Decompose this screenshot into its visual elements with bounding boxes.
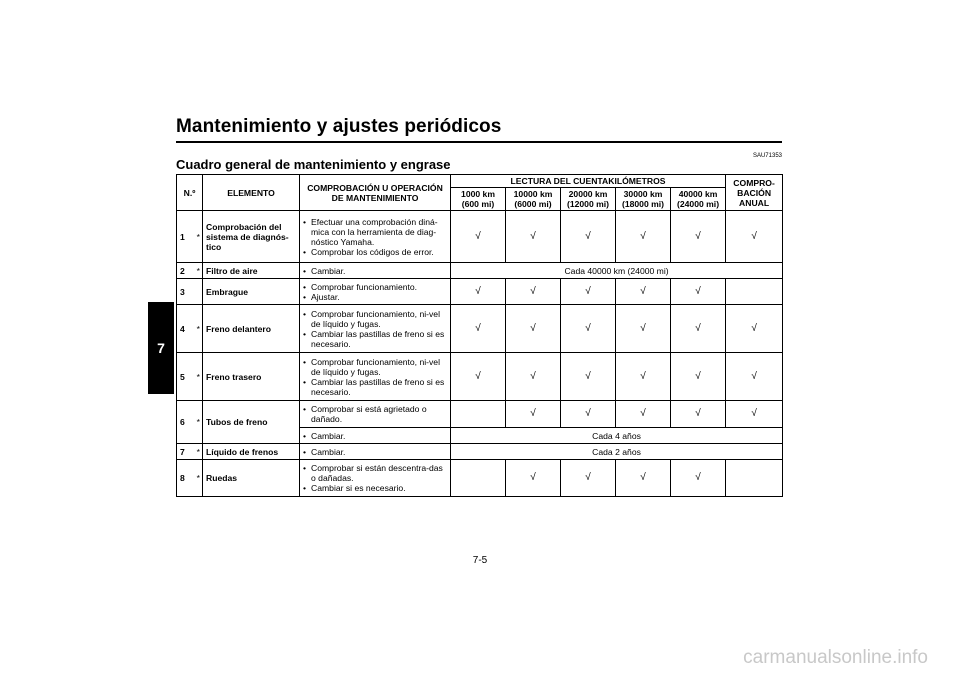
check-mark: √ (506, 305, 561, 353)
check-mark: √ (561, 353, 616, 401)
mi-label: (24000 mi) (677, 199, 720, 209)
row-star: * (195, 401, 203, 444)
check-mark: √ (561, 279, 616, 305)
check-mark: √ (451, 211, 506, 263)
check-mark: √ (616, 305, 671, 353)
check-mark: √ (451, 353, 506, 401)
row-ops (300, 401, 451, 428)
row-ops (300, 263, 451, 279)
interval-text: Cada 40000 km (24000 mi) (451, 263, 783, 279)
header-km-1000 (451, 188, 506, 211)
check-mark: √ (451, 279, 506, 305)
check-mark: √ (506, 401, 561, 428)
empty-cell (451, 401, 506, 428)
table-row (177, 211, 783, 263)
page-title: Mantenimiento y ajustes periódicos (176, 116, 502, 137)
row-star: * (195, 444, 203, 460)
header-element: ELEMENTO (203, 175, 300, 211)
op-item: • Comprobar funcionamiento, ni-vel de líquido y fugas. (303, 357, 447, 377)
row-ops (300, 305, 451, 353)
chapter-tab (148, 302, 174, 394)
check-mark: √ (451, 305, 506, 353)
row-ops (300, 279, 451, 305)
row-number: 2 (177, 263, 195, 279)
check-mark: √ (506, 460, 561, 497)
check-mark: √ (561, 401, 616, 428)
check-mark: √ (671, 460, 726, 497)
row-star: * (195, 305, 203, 353)
header-km-20000 (561, 188, 616, 211)
section-title: Cuadro general de mantenimiento y engrase (176, 157, 451, 172)
table-row (177, 263, 783, 279)
row-ops (300, 353, 451, 401)
row-number: 3 (177, 279, 195, 305)
row-star: * (195, 353, 203, 401)
check-mark: √ (616, 401, 671, 428)
check-mark: √ (616, 279, 671, 305)
check-mark: √ (616, 460, 671, 497)
header-annual: COMPRO-BACIÓN ANUAL (726, 175, 783, 211)
header-odometer: LECTURA DEL CUENTAKILÓMETROS (451, 175, 726, 188)
row-ops (300, 444, 451, 460)
row-item: Tubos de freno (203, 401, 300, 444)
mi-label: (600 mi) (461, 199, 495, 209)
table-row (177, 279, 783, 305)
km-label: 1000 km (461, 189, 495, 199)
check-mark: √ (561, 460, 616, 497)
row-star: * (195, 211, 203, 263)
op-item: • Comprobar si está agrietado o dañado. (303, 404, 447, 424)
check-mark: √ (506, 211, 561, 263)
check-mark: √ (561, 305, 616, 353)
check-mark: √ (726, 211, 783, 263)
mi-label: (6000 mi) (514, 199, 552, 209)
table-row (177, 401, 783, 428)
row-ops (300, 428, 451, 444)
row-number: 1 (177, 211, 195, 263)
check-mark: √ (671, 401, 726, 428)
op-item: • Cambiar si es necesario. (303, 483, 447, 493)
km-label: 40000 km (678, 189, 718, 199)
check-mark: √ (726, 305, 783, 353)
op-item: • Comprobar funcionamiento, ni-vel de líquido y fugas. (303, 309, 447, 329)
header-no: N.º (177, 175, 203, 211)
check-mark: √ (671, 211, 726, 263)
table-row (177, 444, 783, 460)
interval-text: Cada 4 años (451, 428, 783, 444)
row-star (195, 279, 203, 305)
row-number: 8 (177, 460, 195, 497)
mi-label: (12000 mi) (566, 199, 610, 209)
row-ops (300, 460, 451, 497)
row-item: Comprobación del sistema de diagnós-tico (203, 211, 300, 263)
header-km-30000 (616, 188, 671, 211)
op-item: • Cambiar. (303, 431, 447, 441)
op-item: • Comprobar los códigos de error. (303, 247, 447, 257)
check-mark: √ (671, 305, 726, 353)
row-item: Líquido de frenos (203, 444, 300, 460)
check-mark: √ (506, 279, 561, 305)
row-number: 7 (177, 444, 195, 460)
check-mark: √ (561, 211, 616, 263)
row-item: Freno delantero (203, 305, 300, 353)
km-label: 20000 km (568, 189, 608, 199)
row-star: * (195, 263, 203, 279)
mi-label: (18000 mi) (621, 199, 665, 209)
watermark: carmanualsonline.info (743, 647, 928, 668)
row-item: Freno trasero (203, 353, 300, 401)
interval-text: Cada 2 años (451, 444, 783, 460)
row-item: Filtro de aire (203, 263, 300, 279)
check-mark: √ (616, 211, 671, 263)
header-km-10000 (506, 188, 561, 211)
row-ops (300, 211, 451, 263)
row-number: 4 (177, 305, 195, 353)
row-number: 5 (177, 353, 195, 401)
km-label: 30000 km (623, 189, 663, 199)
km-label: 10000 km (513, 189, 553, 199)
empty-cell (726, 279, 783, 305)
table-row (177, 305, 783, 353)
chapter-number: 7 (157, 340, 165, 356)
op-item: • Cambiar las pastillas de freno si es necesario. (303, 329, 447, 349)
op-item: • Efectuar una comprobación diná-mica con la herramienta de diag-nóstico Yamaha. (303, 217, 447, 247)
title-rule (176, 141, 782, 143)
maintenance-table (176, 174, 783, 497)
op-item: • Cambiar. (303, 266, 447, 276)
row-star: * (195, 460, 203, 497)
header-check: COMPROBACIÓN U OPERACIÓN DE MANTENIMIENTO (300, 175, 451, 211)
op-item: • Cambiar las pastillas de freno si es necesario. (303, 377, 447, 397)
row-number: 6 (177, 401, 195, 444)
check-mark: √ (506, 353, 561, 401)
op-item: • Cambiar. (303, 447, 447, 457)
table-row (177, 353, 783, 401)
header-km-40000 (671, 188, 726, 211)
empty-cell (451, 460, 506, 497)
row-item: Embrague (203, 279, 300, 305)
empty-cell (726, 460, 783, 497)
check-mark: √ (671, 353, 726, 401)
check-mark: √ (726, 353, 783, 401)
check-mark: √ (671, 279, 726, 305)
check-mark: √ (726, 401, 783, 428)
op-item: • Comprobar funcionamiento. (303, 282, 447, 292)
check-mark: √ (616, 353, 671, 401)
header-row-1 (177, 175, 783, 188)
op-item: • Comprobar si están descentra-das o dañadas. (303, 463, 447, 483)
table-row (177, 460, 783, 497)
page-number: 7-5 (472, 555, 488, 566)
row-item: Ruedas (203, 460, 300, 497)
section-code: SAU71353 (752, 153, 782, 159)
op-item: • Ajustar. (303, 292, 447, 302)
